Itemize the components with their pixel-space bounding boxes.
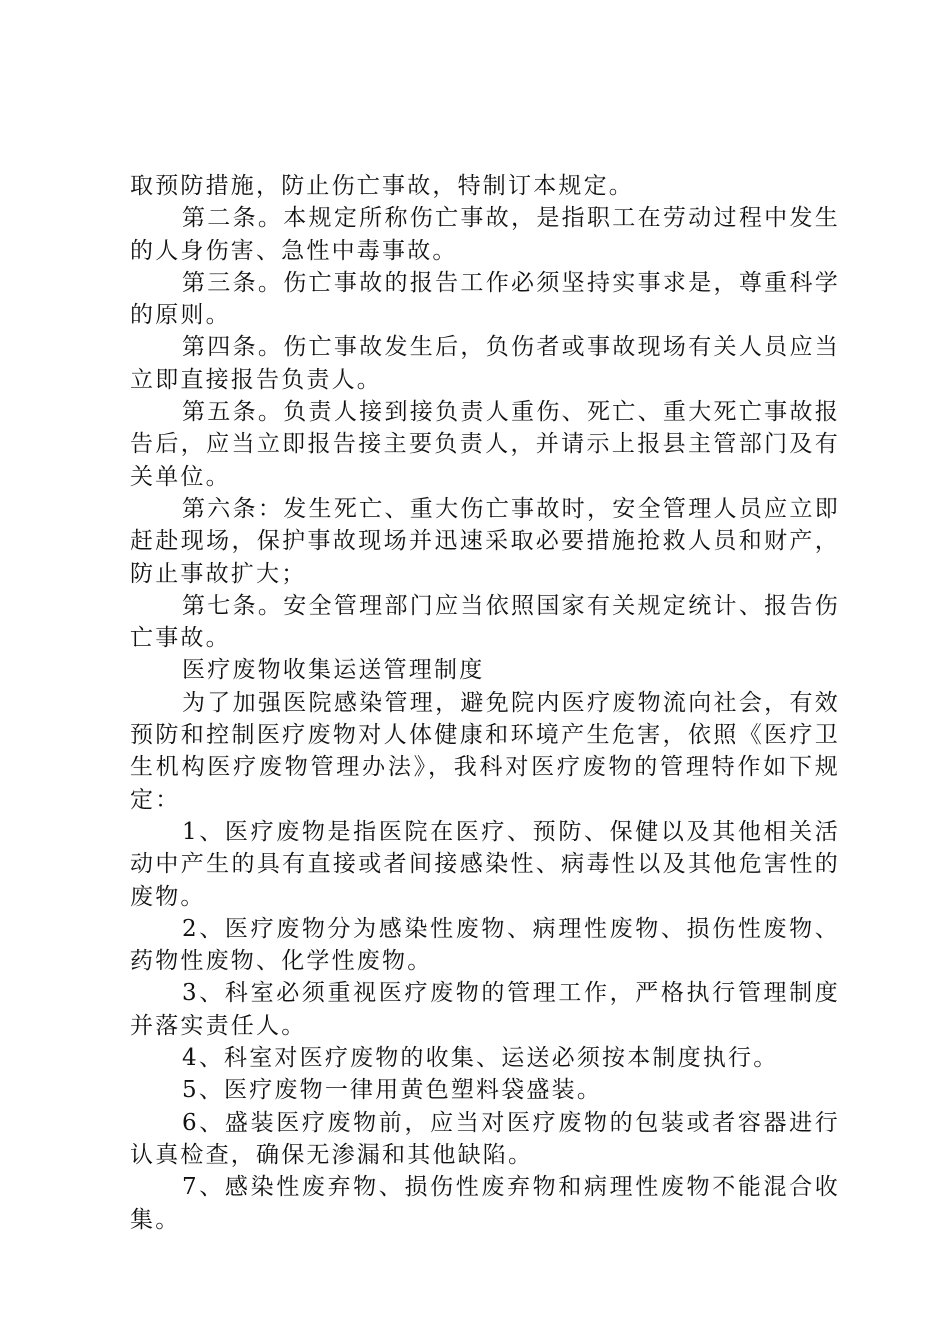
rule-4: 4、科室对医疗废物的收集、运送必须按本制度执行。 [182, 1045, 779, 1072]
rule-6: 6、盛装医疗废物前，应当对医疗废物的包装或者容器进行认真检查，确保无渗漏和其他缺陷。 [130, 1109, 840, 1168]
rule-5: 5、医疗废物一律用黄色塑料袋盛装。 [182, 1077, 603, 1104]
article-7: 第七条。安全管理部门应当依照国家有关规定统计、报告伤亡事故。 [130, 592, 840, 652]
rule-3: 3、科室必须重视医疗废物的管理工作，严格执行管理制度并落实责任人。 [130, 980, 840, 1039]
article-4: 第四条。伤亡事故发生后，负伤者或事故现场有关人员应当立即直接报告负责人。 [130, 334, 840, 393]
section-intro: 为了加强医院感染管理，避免院内医疗废物流向社会，有效预防和控制医疗废物对人体健康和环境产生危害，依照《医疗卫生机构医疗废物管理办法》，我科对医疗废物的管理特作如下规定： [130, 689, 840, 813]
article-6: 第六条：发生死亡、重大伤亡事故时，安全管理人员应立即赶赴现场，保护事故现场并迅速采取必要措施抢救人员和财产，防止事故扩大； [130, 495, 840, 587]
paragraph-continuation: 取预防措施，防止伤亡事故，特制订本规定。 [130, 173, 634, 199]
article-2: 第二条。本规定所称伤亡事故，是指职工在劳动过程中发生的人身伤害、急性中毒事故。 [130, 205, 840, 264]
rule-7: 7、感染性废弃物、损伤性废弃物和病理性废物不能混合收集。 [130, 1174, 840, 1233]
rule-1: 1、医疗废物是指医院在医疗、预防、保健以及其他相关活动中产生的具有直接或者间接感染性、病毒性以及其他危害性的废物。 [130, 818, 840, 910]
document-body [130, 170, 840, 1236]
article-3: 第三条。伤亡事故的报告工作必须坚持实事求是，尊重科学的原则。 [130, 269, 840, 329]
rule-2: 2、医疗废物分为感染性废物、病理性废物、损伤性废物、药物性废物、化学性废物。 [130, 915, 840, 975]
section-heading: 医疗废物收集运送管理制度 [182, 657, 485, 684]
article-5: 第五条。负责人接到接负责人重伤、死亡、重大死亡事故报告后，应当立即报告接主要负责人，并请示上报县主管部门及有关单位。 [130, 399, 840, 490]
